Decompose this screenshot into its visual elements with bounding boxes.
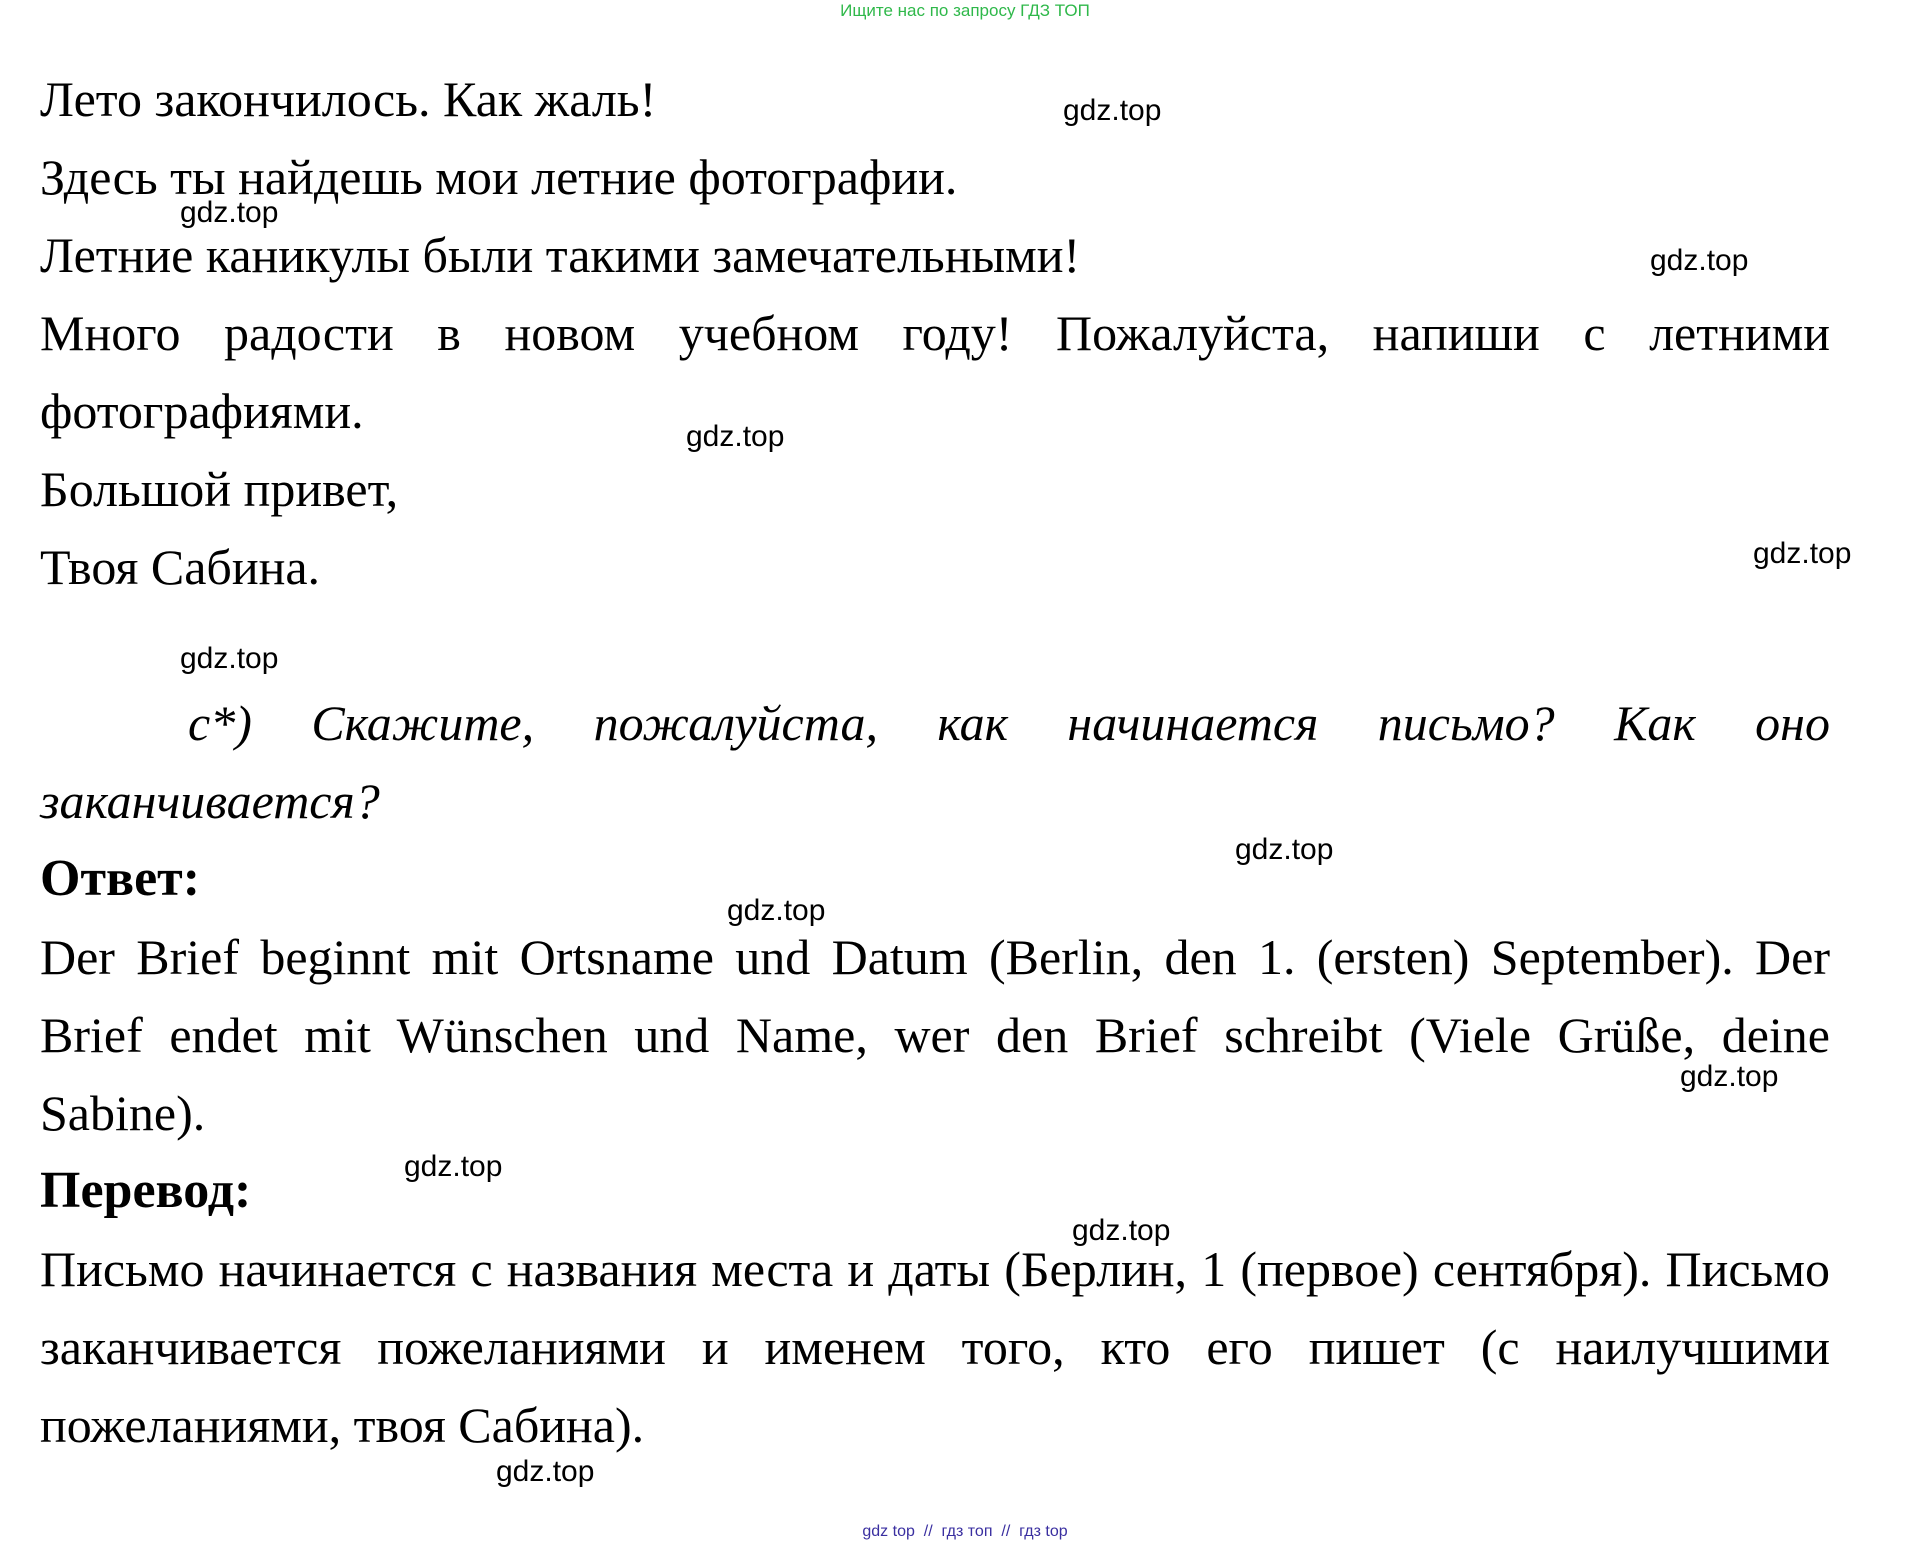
translation-text: Письмо начинается с названия места и даты (Берлин, 1 (первое) сентября). Письмо заканчивается пожеланиями и именем того, кто его пишет (с наилучшими пожеланиями, твоя Сабина).	[40, 1241, 1830, 1453]
footer-links: gdz top // гдз топ // гдз top	[862, 1523, 1068, 1540]
watermark: gdz.top	[727, 894, 826, 927]
translation-heading: Перевод:	[40, 1162, 252, 1219]
answer-heading: Ответ:	[40, 850, 201, 907]
watermark: gdz.top	[686, 420, 785, 453]
top-banner: Ищите нас по запросу ГДЗ ТОП	[840, 1, 1090, 20]
watermark: gdz.top	[404, 1150, 503, 1183]
letter-line-1: Лето закончилось. Как жаль!	[40, 71, 657, 127]
watermark: gdz.top	[496, 1455, 595, 1488]
watermark: gdz.top	[1680, 1060, 1779, 1093]
watermark: gdz.top	[1063, 94, 1162, 127]
watermark: gdz.top	[1753, 537, 1852, 570]
watermark: gdz.top	[1235, 833, 1334, 866]
answer-text: Der Brief beginnt mit Ortsname und Datum (Berlin, den 1. (ersten) September). Der Brief endet mit Wünschen und Name, wer den Brief schreibt (Viele Grüße, deine Sabine).	[40, 929, 1830, 1141]
question-text: с*) Скажите, пожалуйста, как начинается письмо? Как оно заканчивается?	[40, 695, 1830, 829]
letter-line-6: Твоя Сабина.	[40, 539, 321, 595]
letter-line-3: Летние каникулы были такими замечательными!	[40, 227, 1081, 283]
letter-line-2: Здесь ты найдешь мои летние фотографии.	[40, 149, 958, 205]
watermark: gdz.top	[1072, 1214, 1171, 1247]
watermark: gdz.top	[1650, 244, 1749, 277]
letter-line-5: Большой привет,	[40, 461, 399, 517]
watermark: gdz.top	[180, 196, 279, 229]
document-body	[40, 60, 1830, 1464]
watermark: gdz.top	[180, 642, 279, 675]
letter-line-4: Много радости в новом учебном году! Пожалуйста, напиши с летними фотографиями.	[40, 305, 1830, 439]
